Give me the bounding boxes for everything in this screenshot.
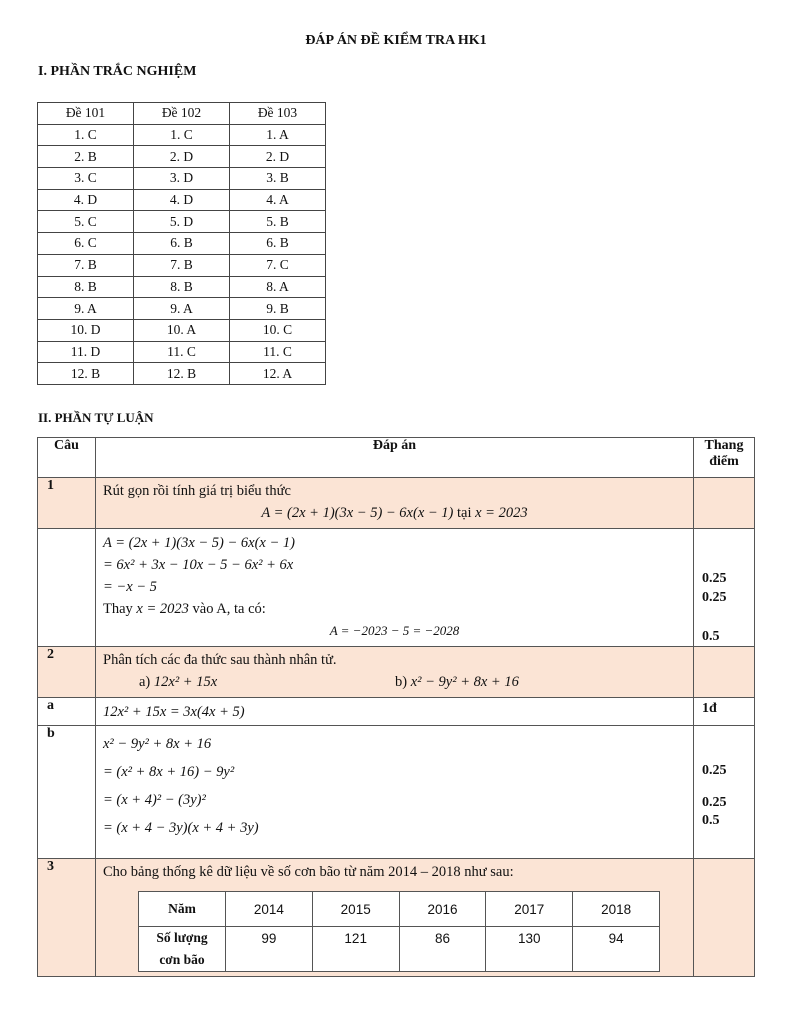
answer-cell: 9. A <box>134 298 230 320</box>
score-cell <box>694 529 755 647</box>
question-3-row <box>38 859 755 977</box>
table-row <box>38 363 326 385</box>
answer-cell: 10. A <box>134 319 230 341</box>
question-2-prompt-cell <box>96 647 694 698</box>
header-thang-diem: Thang điểm <box>694 438 755 478</box>
score-value: 0.25 <box>702 795 727 810</box>
answer-cell: 8. A <box>230 276 326 298</box>
answer-cell: 4. D <box>38 189 134 211</box>
question-2-parts <box>103 671 686 693</box>
solution-result: A = −2023 − 5 = −2028 <box>329 623 460 638</box>
answer-cell: 4. A <box>230 189 326 211</box>
score-value: 1đ <box>702 701 717 716</box>
table-row <box>38 124 326 146</box>
score-value: 0.25 <box>702 571 727 586</box>
solution-text: vào A, ta có: <box>192 601 266 617</box>
header-dap-an: Đáp án <box>96 438 694 478</box>
solution-line: 12x² + 15x = 3x(4x + 5) <box>103 704 245 720</box>
question-number: a <box>38 698 96 726</box>
solution-line: = (x + 4 − 3y)(x + 4 + 3y) <box>103 820 259 836</box>
table-row <box>38 298 326 320</box>
question-2a-row <box>38 698 755 726</box>
answer-cell: 12. B <box>134 363 230 385</box>
score-cell <box>694 698 755 726</box>
table-row <box>38 168 326 190</box>
solution-line: = −x − 5 <box>103 579 157 595</box>
answer-cell: 2. B <box>38 146 134 168</box>
answer-cell: 1. A <box>230 124 326 146</box>
score-cell <box>694 859 755 977</box>
count-cell: 99 <box>226 927 313 972</box>
section-heading-multiple-choice: I. PHẦN TRẮC NGHIỆM <box>38 64 197 79</box>
answer-cell: 3. B <box>230 168 326 190</box>
table-row <box>38 211 326 233</box>
question-number: 3 <box>38 859 96 977</box>
part-label: a) <box>139 674 151 690</box>
answer-cell: 7. C <box>230 254 326 276</box>
question-1-x-value: x = 2023 <box>475 505 528 521</box>
answer-cell: 5. C <box>38 211 134 233</box>
answer-cell: 2. D <box>134 146 230 168</box>
answer-cell: 8. B <box>38 276 134 298</box>
answer-cell: 11. C <box>230 341 326 363</box>
answer-cell: 9. B <box>230 298 326 320</box>
table-row <box>38 319 326 341</box>
solution-line: A = (2x + 1)(3x − 5) − 6x(x − 1) <box>103 535 295 551</box>
score-cell <box>694 726 755 859</box>
question-2a-solution-cell <box>96 698 694 726</box>
count-label-line: cơn bão <box>159 952 205 967</box>
year-cell: 2017 <box>486 892 573 927</box>
solution-line: = (x + 4)² − (3y)² <box>103 792 206 808</box>
answer-cell: 6. C <box>38 233 134 255</box>
count-label <box>139 927 226 972</box>
answer-cell: 11. D <box>38 341 134 363</box>
count-cell: 121 <box>312 927 399 972</box>
solution-line-substitution <box>103 598 686 620</box>
answer-cell: 7. B <box>38 254 134 276</box>
answer-cell: 8. B <box>134 276 230 298</box>
question-2b-solution-cell <box>96 726 694 859</box>
answer-cell: 6. B <box>230 233 326 255</box>
score-value: 0.5 <box>702 629 720 644</box>
section-heading-essay: II. PHẦN TỰ LUẬN <box>38 410 154 425</box>
score-cell <box>694 647 755 698</box>
question-2-row <box>38 647 755 698</box>
essay-header-row <box>38 438 755 478</box>
question-1-solution-row <box>38 529 755 647</box>
year-cell: 2014 <box>226 892 313 927</box>
solution-text: Thay <box>103 601 133 617</box>
count-cell: 130 <box>486 927 573 972</box>
answer-cell: 7. B <box>134 254 230 276</box>
header-de-102: Đề 102 <box>134 103 230 125</box>
question-number: b <box>38 726 96 859</box>
answer-cell: 5. B <box>230 211 326 233</box>
answer-cell: 5. D <box>134 211 230 233</box>
answer-key-table <box>37 102 326 385</box>
count-cell: 86 <box>399 927 486 972</box>
answer-cell: 1. C <box>134 124 230 146</box>
score-cell <box>694 478 755 529</box>
question-number: 1 <box>38 478 96 529</box>
storm-count-row <box>139 927 660 972</box>
question-3-cell <box>96 859 694 977</box>
question-1-prompt-cell <box>96 478 694 529</box>
count-cell: 94 <box>573 927 660 972</box>
header-cau: Câu <box>38 438 96 478</box>
answer-cell: 1. C <box>38 124 134 146</box>
answer-cell: 10. C <box>230 319 326 341</box>
empty-cell <box>38 529 96 647</box>
question-2a <box>139 671 217 693</box>
table-row <box>38 233 326 255</box>
question-1-expression: A = (2x + 1)(3x − 5) − 6x(x − 1) <box>261 505 454 521</box>
header-de-101: Đề 101 <box>38 103 134 125</box>
answer-cell: 9. A <box>38 298 134 320</box>
essay-answer-table <box>37 437 755 977</box>
question-number: 2 <box>38 647 96 698</box>
question-1-prompt: Rút gọn rồi tính giá trị biểu thức <box>103 483 291 499</box>
header-de-103: Đề 103 <box>230 103 326 125</box>
question-1-row <box>38 478 755 529</box>
question-2b <box>395 671 519 693</box>
question-2-prompt: Phân tích các đa thức sau thành nhân tử. <box>103 652 337 668</box>
question-3-prompt: Cho bảng thống kê dữ liệu về số cơn bão từ năm 2014 – 2018 như sau: <box>103 864 514 880</box>
table-row <box>38 276 326 298</box>
part-expression: x² − 9y² + 8x + 16 <box>410 674 519 690</box>
year-cell: 2016 <box>399 892 486 927</box>
question-1-solution-cell <box>96 529 694 647</box>
year-cell: 2015 <box>312 892 399 927</box>
question-1-expression-line <box>103 502 686 524</box>
year-label: Năm <box>139 892 226 927</box>
answer-cell: 6. B <box>134 233 230 255</box>
answer-cell: 10. D <box>38 319 134 341</box>
part-label: b) <box>395 674 408 690</box>
part-expression: 12x² + 15x <box>153 674 218 690</box>
count-label-line: Số lượng <box>156 930 208 945</box>
score-value: 0.25 <box>702 763 727 778</box>
table-row <box>38 189 326 211</box>
solution-x-value: x = 2023 <box>136 601 189 617</box>
answer-cell: 12. A <box>230 363 326 385</box>
answer-cell: 11. C <box>134 341 230 363</box>
question-1-expression-tail: tại <box>457 505 472 521</box>
answer-cell: 3. D <box>134 168 230 190</box>
score-value: 0.25 <box>702 590 727 605</box>
storm-statistics-table <box>138 891 660 972</box>
table-row <box>38 254 326 276</box>
answer-cell: 2. D <box>230 146 326 168</box>
answer-key-header-row <box>38 103 326 125</box>
answer-cell: 12. B <box>38 363 134 385</box>
solution-line: x² − 9y² + 8x + 16 <box>103 736 212 752</box>
year-cell: 2018 <box>573 892 660 927</box>
table-row <box>38 341 326 363</box>
table-row <box>38 146 326 168</box>
question-2b-row <box>38 726 755 859</box>
answer-cell: 4. D <box>134 189 230 211</box>
solution-line: = 6x² + 3x − 10x − 5 − 6x² + 6x <box>103 557 294 573</box>
solution-line: = (x² + 8x + 16) − 9y² <box>103 764 235 780</box>
answer-cell: 3. C <box>38 168 134 190</box>
page-title: ĐÁP ÁN ĐỀ KIỂM TRA HK1 <box>305 33 487 48</box>
storm-year-row <box>139 892 660 927</box>
score-value: 0.5 <box>702 813 720 828</box>
